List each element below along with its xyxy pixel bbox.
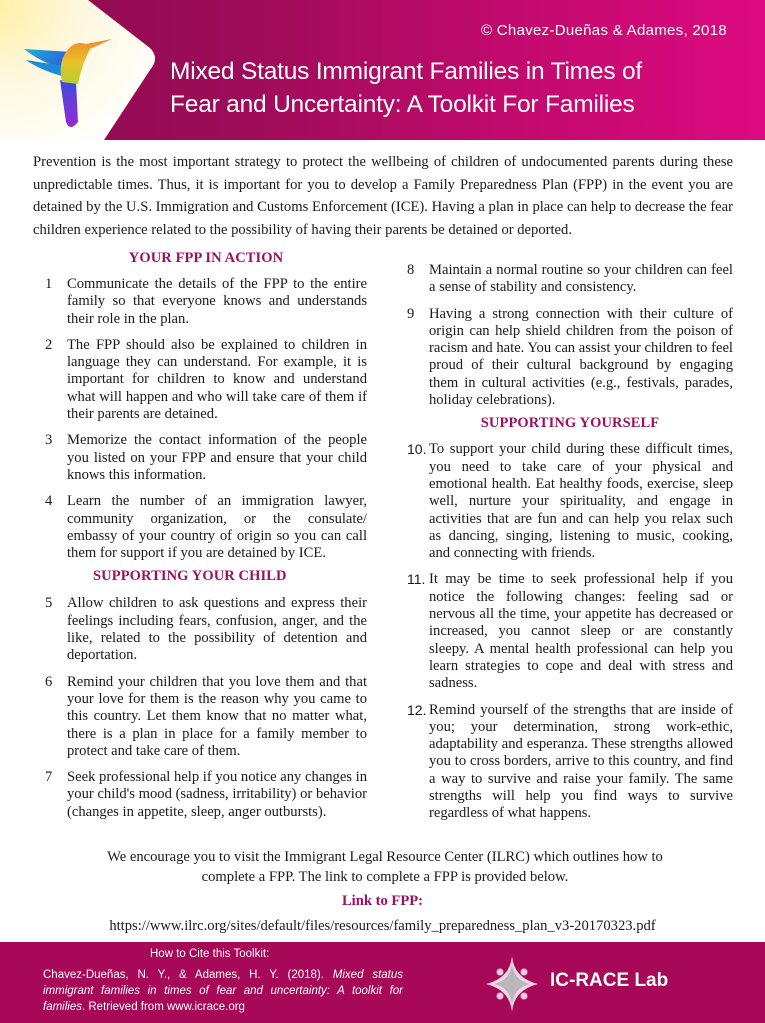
section-heading-supporting-child: SUPPORTING YOUR CHILD [93,568,287,585]
list-item [407,441,733,562]
cite-title-italic: Mixed status immigrant families in times of fear and uncertainty: A toolkit for families [43,969,403,1013]
encourage-line-2: complete a FPP. The link to complete a FPP is provided below. [201,869,569,885]
list-item [407,571,733,692]
title-line-1: Mixed Status Immigrant Families in Times of [170,58,643,85]
item-text: Seek professional help if you notice any changes in your child's mood (sadness, irritability) or behavior (changes in appetite, sleep, anger outbursts). [67,769,367,820]
section-heading-fpp-in-action: YOUR FPP IN ACTION [128,250,284,266]
item-text: Remind your children that you love them and that your love for them is the reason why you came to this country. Let them know that no matter what, there is a plan in place for a family member to protect and take care of them. [67,673,367,759]
list-item [45,432,367,484]
item-text: The FPP should also be explained to children in language they can understand. For example, it is important for children to know and understand what will happen and who will take care of them if their parents are detained. [67,336,367,423]
right-column [407,262,733,832]
item-number: 10. [407,441,427,458]
list-item [45,493,367,562]
item-text: To support your child during these difficult times, you need to take care of your physical and emotional health. Eat healthy foods, exercise, sleep well, nurture your spirituality, and engage in activities that are fun and can help you relax such as dancing, singing, listening to music, cooking, and connecting with friends. [429,441,733,562]
list-item [45,276,367,328]
item-number: 1 [45,276,53,292]
section-heading-supporting-yourself: SUPPORTING YOURSELF [480,415,660,432]
list-item [45,595,367,664]
item-text: Allow children to ask questions and express their feelings including fears, confusion, anger, and the like, related to the possibility of detention and deportation. [67,595,367,664]
item-text: Memorize the contact information of the people you listed on your FPP and ensure that your child knows this information. [67,432,367,483]
fpp-link[interactable]: https://www.ilrc.org/sites/default/files/resources/family_preparedness_plan_v3-20170323.pdf [109,918,656,934]
item-text: Learn the number of an immigration lawyer, community organization, or the consulate/ embassy of your country of origin so you can call them for support if you are detained by ICE. [67,493,367,562]
item-number: 12. [407,701,427,718]
ic-race-star-icon [480,952,544,1016]
link-label: Link to FPP: [341,893,424,909]
title-line-2: Fear and Uncertainty: A Toolkit For Families [170,91,635,118]
item-number: 2 [45,336,53,353]
item-number: 8 [407,262,415,278]
item-number: 4 [45,493,53,510]
cite-authors: Chavez-Dueñas, N. Y., & Adames, H. Y. (2018). [43,969,333,981]
cite-title: How to Cite this Toolkit: [150,948,270,960]
item-number: 7 [45,769,53,786]
header-banner [0,0,765,140]
item-number: 11. [407,571,426,588]
cite-retrieved: . Retrieved from www.icrace.org [81,1001,245,1013]
list-item [407,306,733,410]
footer [0,942,765,1023]
lab-name: IC-RACE Lab [550,970,669,991]
encourage-line-1: We encourage you to visit the Immigrant Legal Resource Center (ILRC) which outlines how to [107,849,663,865]
item-number: 5 [45,595,53,612]
item-number: 9 [407,305,415,322]
list-item [45,337,367,423]
list-item [45,674,367,760]
intro-paragraph: Prevention is the most important strategy to protect the wellbeing of children of undocumented parents during these unpredictable times. Thus, it is important for you to develop a Family Preparedness Plan (FPP) in the event you are detained by the U.S. Immigration and Customs Enforcement (ICE). Having a plan in place can help to decrease the fear children experience related to the possibility of having their parents be detained or deported. [33,154,733,238]
item-text: Communicate the details of the FPP to the entire family so that everyone knows and understands their role in the plan. [67,276,367,327]
item-number: 6 [45,673,53,690]
item-text: Remind yourself of the strengths that are inside of you; your determination, strong work-ethic, adaptability and esperanza. These strengths allowed you to cross borders, arrive to this country, and find a way to survive and raise your family. The same strengths will help you find ways to survive regardless of what happens. [429,701,733,822]
ilrc-encouragement [60,847,710,887]
copyright-notice: © Chavez-Dueñas & Adames, 2018 [480,22,727,39]
list-item [407,702,733,823]
list-item [407,262,733,297]
hummingbird-icon [0,0,140,140]
list-item [45,769,367,821]
item-text: It may be time to seek professional help if you notice the following changes: feeling sad or nervous all the time, your appetite has decreased or increased, you cannot sleep or are constantly sleepy. A mental health professional can help you learn strategies to cope and deal with stress and sadness. [429,571,733,692]
left-column [45,248,367,830]
page-title [170,55,740,121]
citation [43,967,403,1015]
item-text: Having a strong connection with their culture of origin can help shield children from the poison of racism and hate. You can assist your children to feel proud of their cultural background by engaging them in cultural activities (e.g., festivals, parades, holiday celebrations). [429,305,733,409]
item-number: 3 [45,432,53,449]
item-text: Maintain a normal routine so your children can feel a sense of stability and consistency. [429,262,733,296]
